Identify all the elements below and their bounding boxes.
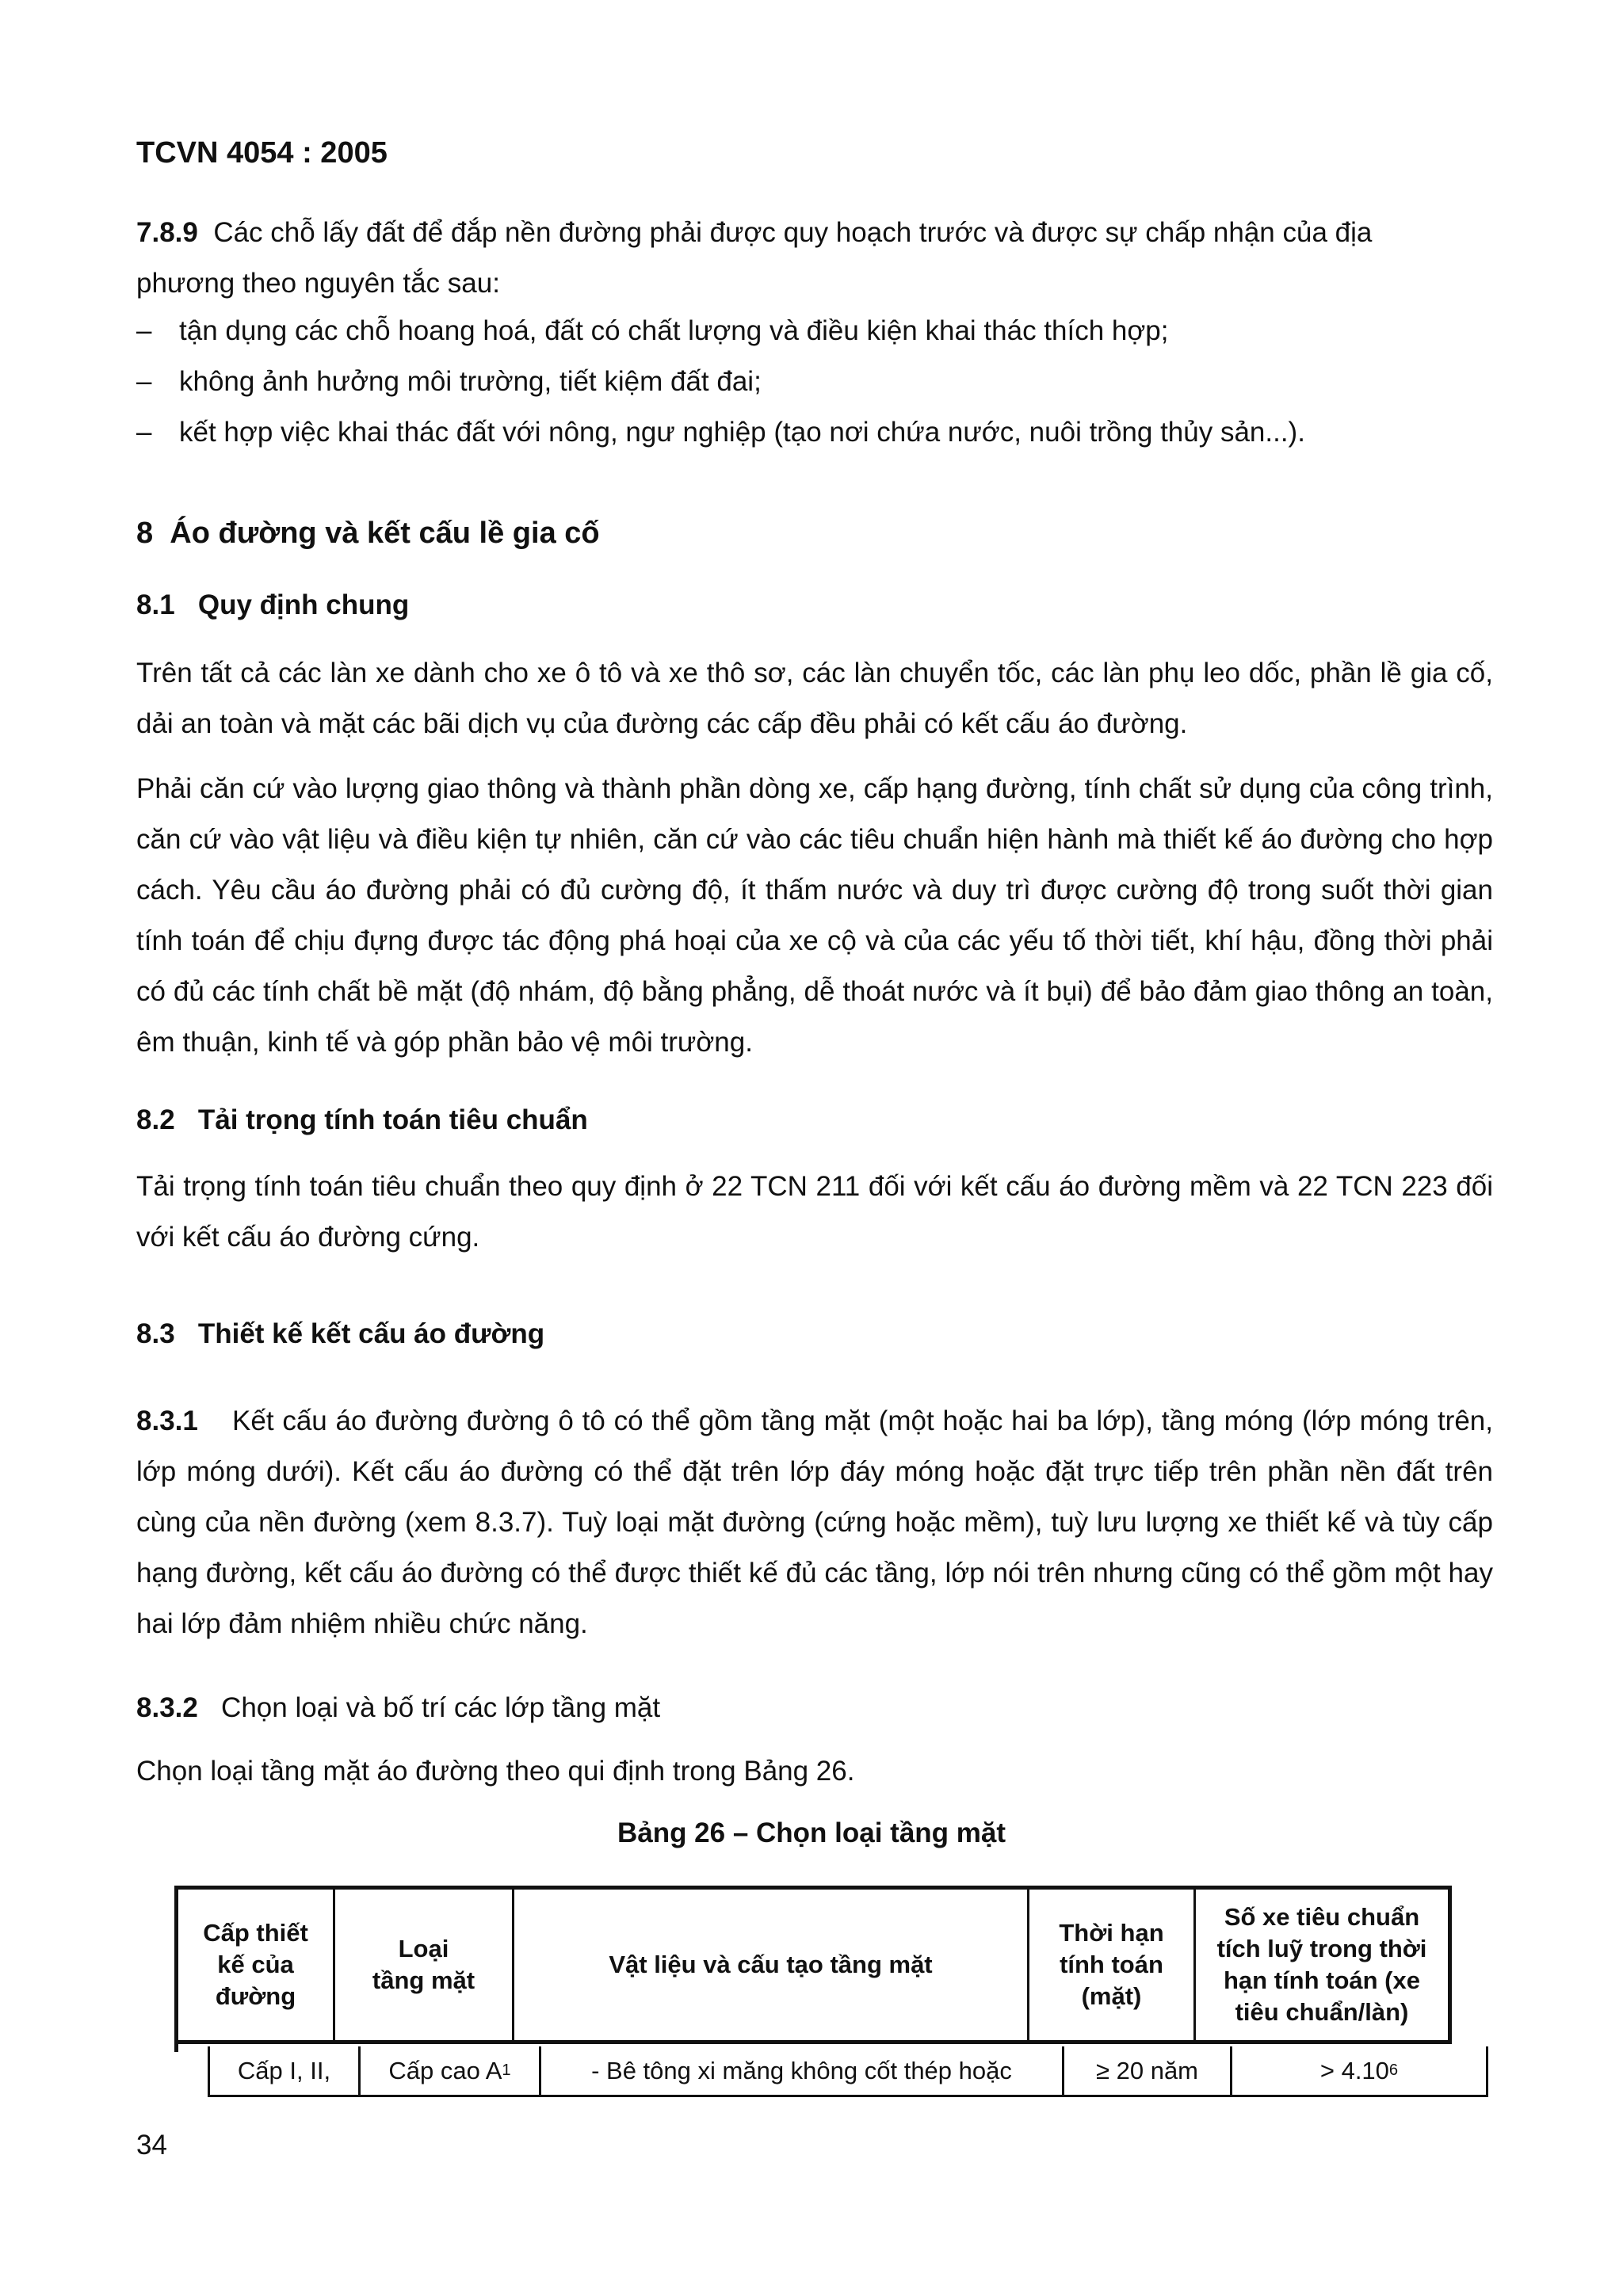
table-cell (1232, 2046, 1486, 2095)
clause-832-heading (136, 1683, 660, 1733)
table-row (208, 2046, 1488, 2097)
table-cell (361, 2046, 541, 2095)
cell-text: > 4.10 (1319, 2056, 1389, 2084)
section-82-heading (136, 1104, 588, 1136)
paragraph: Chọn loại tầng mặt áo đường theo qui định trong Bảng 26. (136, 1756, 855, 1787)
cell-superscript: 6 (1388, 2061, 1399, 2079)
bullet-dash: – (136, 417, 152, 448)
clause-831 (136, 1396, 1493, 1650)
clause-text: Các chỗ lấy đất để đắp nền đường phải được quy hoạch trước và được sự chấp nhận của địa (213, 217, 1373, 248)
table-header-cell: Vật liệu và cấu tạo tầng mặt (514, 1890, 1029, 2040)
bullet-item: kết hợp việc khai thác đất với nông, ngư nghiệp (tạo nơi chứa nước, nuôi trồng thủy sản...). (179, 417, 1305, 448)
clause-text: Kết cấu áo đường đường ô tô có thể gồm tầng mặt (một hoặc hai ba lớp), tầng móng (lớp móng trên, lớp móng dưới). Kết cấu áo đường có thể đặt trên lớp đáy móng hoặc đặt trực tiếp trên phần nền đất trên cùng của nền đường (xem 8.3.7). Tuỳ loại mặt đường (cứng hoặc mềm), tuỳ lưu lượng xe thiết kế và tùy cấp hạng đường, kết cấu áo đường có thể được thiết kế đủ các tầng, lớp nói trên nhưng cũng có thể gồm một hay hai lớp đảm nhiệm nhiều chức năng. (136, 1405, 1493, 1639)
table-header-cell: Cấp thiết kế của đường (178, 1890, 335, 2040)
bullet-item: tận dụng các chỗ hoang hoá, đất có chất lượng và điều kiện khai thác thích hợp; (179, 315, 1169, 346)
section-83-heading (136, 1318, 544, 1350)
page-number: 34 (136, 2130, 167, 2161)
table-cell: - Bê tông xi măng không cốt thép hoặc (541, 2046, 1064, 2095)
section-number: 8.3 (136, 1318, 175, 1349)
section-title: Tải trọng tính toán tiêu chuẩn (197, 1104, 588, 1135)
table-border-fragment (174, 2041, 178, 2052)
section-number: 8.2 (136, 1104, 175, 1135)
clause-number: 8.3.1 (136, 1405, 198, 1436)
table-header-cell: Thời hạn tính toán (mặt) (1029, 1890, 1196, 2040)
clause-title: Chọn loại và bố trí các lớp tầng mặt (221, 1692, 661, 1723)
paragraph: Phải căn cứ vào lượng giao thông và thành phần dòng xe, cấp hạng đường, tính chất sử dụng của công trình, căn cứ vào vật liệu và điều kiện tự nhiên, căn cứ vào các tiêu chuẩn hiện hành mà thiết kế áo đường cho hợp cách. Yêu cầu áo đường phải có đủ cường độ, ít thấm nước và duy trì được cường độ trong suốt thời gian tính toán để chịu đựng được tác động phá hoại của xe cộ và của các yếu tố thời tiết, khí hậu, đồng thời phải có đủ các tính chất bề mặt (độ nhám, độ bằng phẳng, dễ thoát nước và ít bụi) để bảo đảm giao thông an toàn, êm thuận, kinh tế và góp phần bảo vệ môi trường. (136, 773, 1493, 1058)
paragraph: Tải trọng tính toán tiêu chuẩn theo quy định ở 22 TCN 211 đối với kết cấu áo đường mềm và 22 TCN 223 đối với kết cấu áo đường cứng. (136, 1171, 1493, 1253)
table-header-row (174, 1886, 1452, 2044)
table-header-cell: Loại tầng mặt (335, 1890, 514, 2040)
clause-789-line1 (136, 208, 1372, 258)
table-caption: Bảng 26 – Chọn loại tầng mặt (617, 1817, 1006, 1848)
paragraph: Trên tất cả các làn xe dành cho xe ô tô và xe thô sơ, các làn chuyển tốc, các làn phụ leo dốc, phần lề gia cố, dải an toàn và mặt các bãi dịch vụ của đường các cấp đều phải có kết cấu áo đường. (136, 658, 1493, 739)
section-number: 8 (136, 517, 154, 550)
table-cell: Cấp I, II, (210, 2046, 361, 2095)
bullet-dash: – (136, 315, 152, 346)
section-title: Áo đường và kết cấu lề gia cố (170, 517, 600, 550)
cell-subscript: 1 (502, 2061, 511, 2079)
table-header-cell: Số xe tiêu chuẩn tích luỹ trong thời hạn tính toán (xe tiêu chuẩn/làn) (1216, 1903, 1427, 2026)
section-8-heading (136, 517, 600, 551)
standard-header: TCVN 4054 : 2005 (136, 136, 388, 170)
bullet-dash: – (136, 366, 152, 397)
section-title: Quy định chung (197, 589, 410, 620)
clause-number: 7.8.9 (136, 217, 198, 248)
clause-789-line2: phương theo nguyên tắc sau: (136, 268, 500, 299)
table-cell: ≥ 20 năm (1064, 2046, 1232, 2095)
cell-text: Cấp cao A (388, 2056, 502, 2084)
bullet-item: không ảnh hưởng môi trường, tiết kiệm đất đai; (179, 366, 762, 397)
section-81-heading (136, 589, 409, 621)
section-title: Thiết kế kết cấu áo đường (197, 1318, 545, 1349)
section-number: 8.1 (136, 589, 175, 620)
clause-number: 8.3.2 (136, 1692, 198, 1723)
